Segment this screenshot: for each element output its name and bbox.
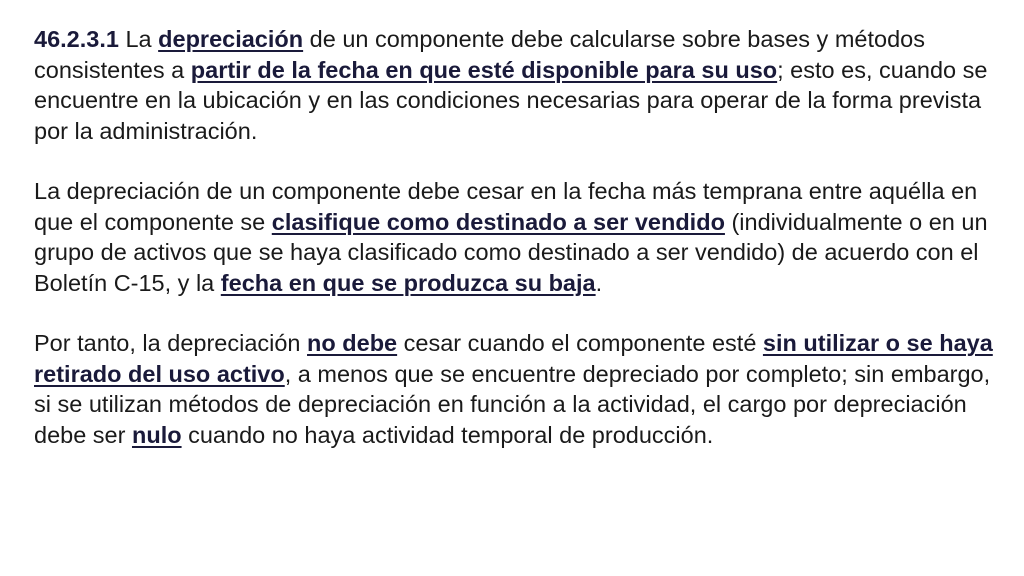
paragraph-depreciation-start xyxy=(34,24,994,146)
emphasis-no-debe: no debe xyxy=(307,330,398,356)
text-segment: La depreciación de un componente debe cesar en la fecha más temprana entre aquélla en que el componente se xyxy=(34,178,978,235)
text-segment: cesar cuando el componente esté xyxy=(397,330,763,356)
emphasis-held-for-sale: clasifique como destinado a ser vendido xyxy=(271,208,725,235)
text-segment: de un componente debe calcularse sobre bases y métodos consistentes a xyxy=(34,26,925,83)
text-segment: (individualmente o en un grupo de activos que se haya clasificado como destinado a ser vendido) de acuerdo con el Boletín C-15, y la xyxy=(34,208,988,296)
emphasis-derecognition-date: fecha en que se produzca su baja xyxy=(220,269,596,296)
emphasis-idle-retired: sin utilizar o se haya retirado del uso activo xyxy=(34,330,993,387)
emphasis-available-date: partir de la fecha en que esté disponible para su uso xyxy=(190,56,778,83)
text-segment: cuando no haya actividad temporal de producción. xyxy=(181,421,714,448)
text-segment: Por tanto, la depreciación xyxy=(34,330,308,356)
text-segment: . xyxy=(595,269,603,296)
paragraph-idle-assets xyxy=(34,328,994,450)
section-number: 46.2.3.1 xyxy=(34,26,119,52)
text-segment: , a menos que se encuentre depreciado por completo; sin embargo, si se utilizan métodos de depreciación en función a la actividad, el cargo por depreciación debe ser xyxy=(34,360,991,448)
paragraph-depreciation-end xyxy=(34,176,994,298)
text-segment: ; esto es, cuando se encuentre en la ubicación y en las condiciones necesarias para operar de la forma prevista por la administración. xyxy=(34,56,988,144)
emphasis-nulo: nulo xyxy=(131,421,182,448)
text-segment: La xyxy=(118,26,159,52)
emphasis-depreciacion: depreciación xyxy=(158,26,304,52)
